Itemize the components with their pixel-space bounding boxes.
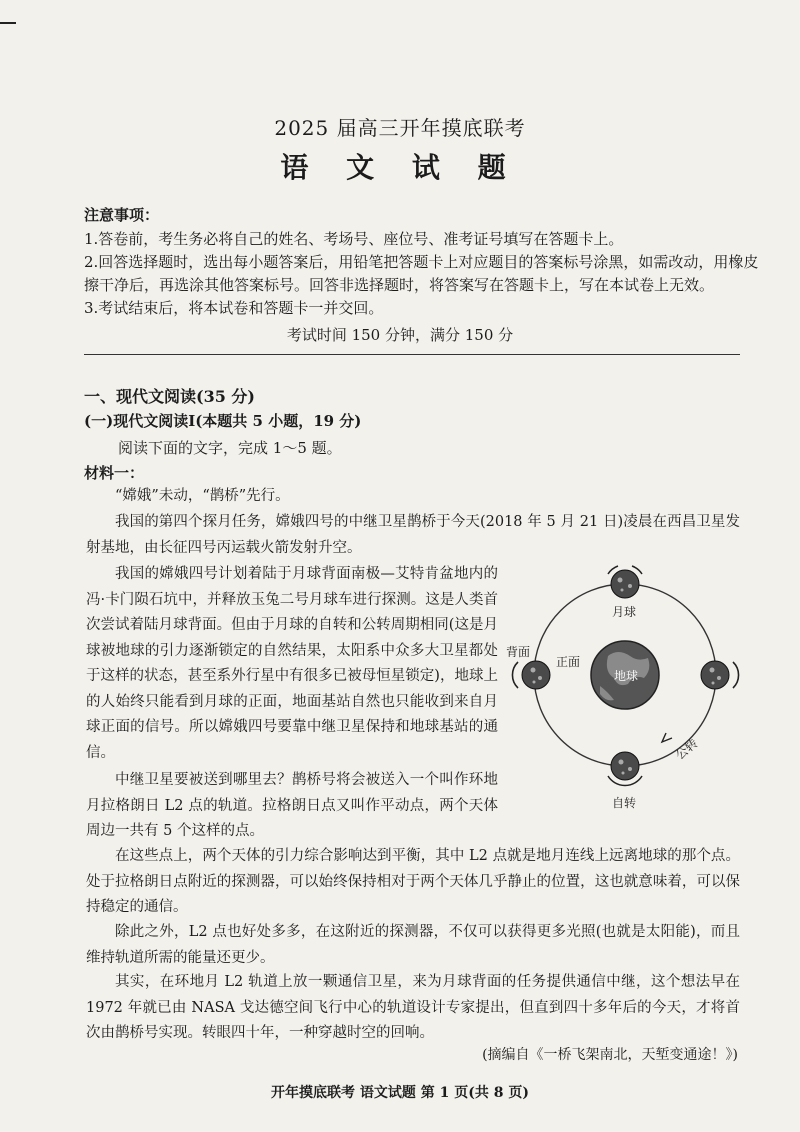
earth-label: 地球	[614, 669, 639, 683]
notice-item-3: 3.考试结束后，将本试卷和答题卡一并交回。	[84, 299, 384, 317]
page-footer: 开年摸底联考 语文试题 第 1 页(共 8 页)	[271, 1085, 529, 1101]
source-citation: (摘编自《一桥飞架南北，天堑变通途！》)	[482, 1047, 738, 1063]
notice-item-2a: 2.回答选择题时，选出每小题答案后，用铅笔把答题卡上对应题目的答案标号涂黑，如需改动，用橡皮	[84, 253, 759, 271]
moon-left	[522, 661, 550, 689]
back-side-label: 背面	[506, 645, 531, 659]
exam-time: 考试时间 150 分钟，满分 150 分	[286, 326, 514, 344]
passage-paragraph-7: 其实，在环地月 L2 轨道上放一颗通信卫星，来为月球背面的任务提供通信中继，这个想法早在 1972 年就已由 NASA 戈达德空间飞行中心的轨道设计专家提出，但直到四十多年后的今天，才将首次由鹊桥号实现。转眼四十年，一种穿越时空的回响。	[86, 974, 740, 1041]
notice-item-2b: 擦干净后，再选涂其他答案标号。回答非选择题时，将答案写在答题卡上，写在本试卷上无效。	[84, 276, 715, 294]
passage-paragraph-1: “嫦娥”未动，“鹊桥”先行。	[115, 488, 290, 504]
instruction: 阅读下面的文字，完成 1～5 题。	[118, 439, 342, 457]
front-side-label: 正面	[556, 655, 581, 669]
divider-line	[84, 354, 740, 355]
exam-title: 2025 届高三开年摸底联考	[274, 116, 526, 140]
notice-item-1: 1.答卷前，考生务必将自己的姓名、考场号、座位号、准考证号填写在答题卡上。	[84, 230, 624, 248]
section-heading: 一、现代文阅读(35 分)	[84, 387, 255, 406]
passage-paragraph-4: 中继卫星要被送到哪里去？鹊桥号将会被送入一个叫作环地月拉格朗日 L2 点的轨道。拉格朗日点又叫作平动点，两个天体周边一共有 5 个这样的点。	[86, 772, 498, 839]
rotation-arrow-right	[733, 662, 739, 688]
revolution-label: 公转	[672, 736, 701, 763]
moon-bottom	[611, 752, 639, 780]
rotation-arrow-left	[512, 662, 518, 688]
moon-orbit-diagram	[500, 560, 760, 820]
corner-mark	[0, 22, 16, 24]
subsection-heading: (一)现代文阅读Ⅰ(本题共 5 小题，19 分)	[84, 412, 362, 430]
material-label: 材料一：	[84, 464, 145, 482]
moon-label: 月球	[612, 605, 637, 619]
passage-paragraph-3: 我国的嫦娥四号计划着陆于月球背面南极—艾特肯盆地内的冯·卡门陨石坑中，并释放玉兔二号月球车进行探测。这是人类首次尝试着陆月球背面。但由于月球的自转和公转周期相同(这是月球被地球的引力逐渐锁定的自然结果，太阳系中众多大卫星都处于这样的状态，甚至系外行星中有很多已被母恒星锁定)，地球上的人始终只能看到月球的正面，地面基站自然也只能收到来自月球正面的信号。所以嫦娥四号要靠中继卫星保持和地球基站的通信。	[86, 566, 498, 761]
passage-paragraph-6: 除此之外，L2 点也好处多多，在这附近的探测器，不仅可以获得更多光照(也就是太阳能)，而且维持轨道所需的能量还更少。	[86, 924, 740, 966]
moon-top	[611, 570, 639, 598]
moon-right	[701, 661, 729, 689]
revolution-arrow	[662, 733, 672, 742]
notice-heading: 注意事项：	[84, 206, 160, 224]
passage-paragraph-5: 在这些点上，两个天体的引力综合影响达到平衡，其中 L2 点就是地月连线上远离地球的那个点。处于拉格朗日点附近的探测器，可以始终保持相对于两个天体几乎静止的位置，这也就意味着，可以保持稳定的通信。	[86, 848, 740, 915]
rotation-label: 自转	[612, 796, 637, 810]
passage-paragraph-2: 我国的第四个探月任务，嫦娥四号的中继卫星鹊桥于今天(2018 年 5 月 21 日)凌晨在西昌卫星发射基地，由长征四号丙运载火箭发射升空。	[86, 514, 740, 556]
subject-title: 语 文 试 题	[280, 151, 520, 184]
